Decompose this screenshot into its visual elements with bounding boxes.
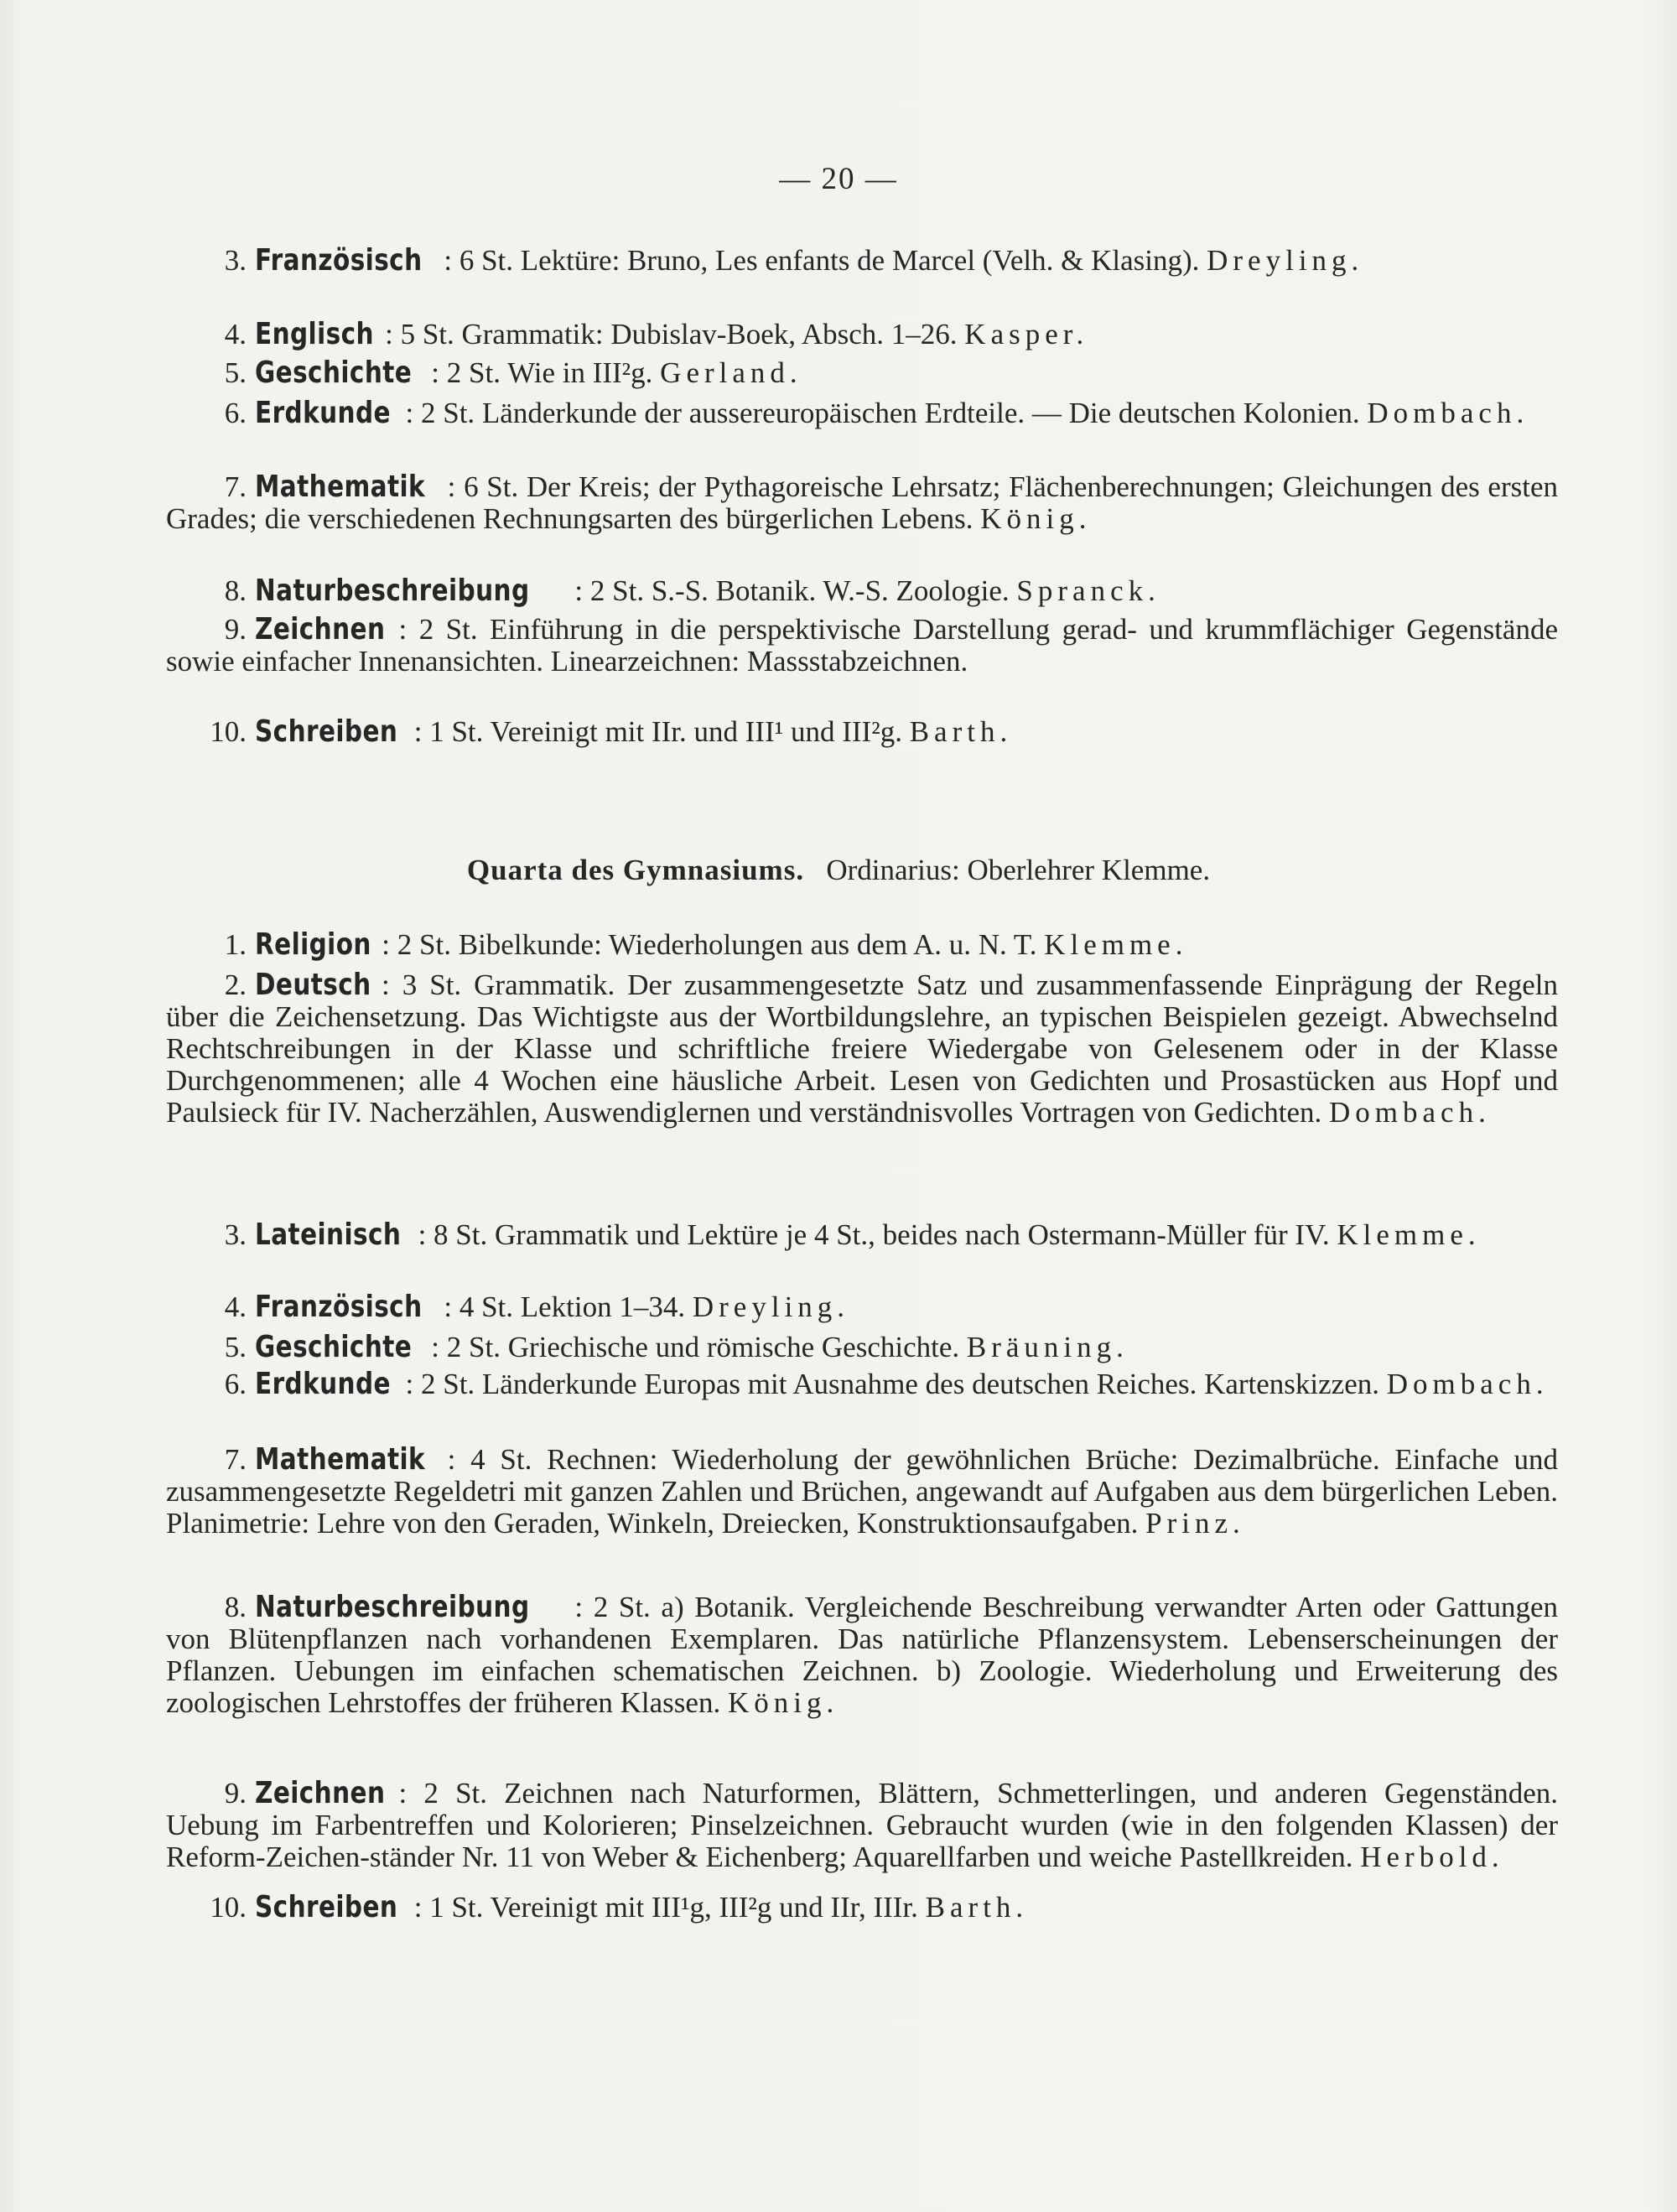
top-item [166,614,1558,678]
item-number: 4. [224,1290,247,1323]
top-item [166,575,1558,607]
item-teacher: Herbold. [1360,1841,1504,1873]
item-subject: Zeichnen [255,1776,386,1810]
item-text: 4 St. Rechnen: Wiederholung der gewöhnlichen Brüche: Dezimalbrüche. Einfache und zusammengesetzte Regeldetri mit ganzen Zahlen und Brüchen, angewandt auf Aufgaben aus dem bürgerlichen Leben. Planimetrie: Lehre von den Geraden, Winkeln, Dreiecken, Konstruktionsaufgaben. [166,1443,1558,1540]
item-teacher: König. [727,1686,839,1719]
item-subject: Lateinisch [255,1218,402,1252]
item-subject: Mathematik [255,470,426,504]
item-number: 5. [224,356,247,389]
item-teacher: Spranck. [1016,574,1160,607]
item-separator: : [413,1891,430,1924]
item-subject: Mathematik [255,1442,426,1477]
item-text: 3 St. Grammatik. Der zusammengesetzte Satz und zusammenfassende Einprägung der Regeln über die Zeichensetzung. Das Wichtigste aus der Wortbildungslehre, an typischen Beispielen gezeigt. Abwechselnd Rechtschreibungen in der Klasse und schriftliche freiere Wiedergabe von Gelesenem oder in der Klasse Durchgenommenen; alle 4 Wochen eine häusliche Arbeit. Lesen von Gedichten und Prosastücken aus Hopf und Paulsieck für IV. Nacherzählen, Auswendiglernen und verständnisvolles Vortragen von Gedichten. [166,968,1558,1129]
item-number: 7. [224,470,247,503]
item-number: 10. [210,715,247,748]
item-separator: : [405,397,421,429]
item-teacher: Dombach. [1367,397,1529,429]
item-number: 3. [224,244,247,277]
item-teacher: König. [980,502,1092,535]
item-number: 9. [224,613,247,646]
item-text: 2 St. Bibelkunde: Wiederholungen aus dem A. u. N. T. [397,928,1045,961]
top-item [166,471,1558,535]
quarta-item [166,969,1558,1129]
item-teacher: Gerland. [660,356,802,389]
item-number: 8. [224,574,247,607]
quarta-item [166,1332,1558,1363]
item-number: 6. [224,397,247,429]
item-separator: : [447,470,465,503]
item-separator: : [382,928,397,961]
item-separator: : [398,1777,424,1810]
item-separator: : [447,1443,471,1476]
item-teacher: Bräuning. [966,1331,1129,1363]
item-separator: : [418,1218,434,1251]
item-teacher: Klemme. [1044,928,1188,961]
item-subject: Französisch [255,1290,423,1324]
top-item [166,357,1558,389]
item-separator: : [574,574,590,607]
item-teacher: Kasper. [964,318,1089,350]
item-text: 1 St. Vereinigt mit III¹g, III²g und IIr, IIIr. [429,1891,926,1924]
item-subject: Zeichnen [255,612,386,646]
item-text: 2 St. Länderkunde der aussereuropäischen Erdteile. — Die deutschen Kolonien. [420,397,1368,429]
item-separator: : [574,1591,594,1623]
section-ordinarius: Ordinarius: Oberlehrer Klemme. [826,854,1211,886]
quarta-item [166,1291,1558,1323]
item-subject: Erdkunde [255,1367,391,1401]
item-separator: : [431,1331,447,1363]
item-text: 2 St. S.-S. Botanik. W.-S. Zoologie. [589,574,1017,607]
item-number: 9. [224,1777,247,1810]
item-separator: : [444,1290,459,1323]
item-number: 1. [224,928,247,961]
item-text: 1 St. Vereinigt mit IIr. und III¹ und III²g. [429,715,910,748]
item-teacher: Barth. [925,1891,1029,1924]
quarta-item [166,1219,1558,1251]
item-text: 6 St. Lektüre: Bruno, Les enfants de Marcel (Velh. & Klasing). [459,244,1207,277]
item-subject: Schreiben [255,1890,398,1924]
item-subject: Deutsch [255,968,371,1002]
item-subject: Religion [255,927,371,962]
item-separator: : [385,318,401,350]
item-teacher: Barth. [909,715,1013,748]
item-number: 8. [224,1591,247,1623]
item-subject: Erdkunde [255,396,391,430]
item-separator: : [398,613,419,646]
quarta-item [166,1591,1558,1719]
page-number: — 20 — [779,162,898,196]
top-item [166,245,1558,277]
quarta-item [166,1892,1558,1924]
item-text: 2 St. Zeichnen nach Naturformen, Blättern, Schmetterlingen, und anderen Gegenständen. Uebung im Farbentreffen und Kolorieren; Pinselzeichnen. Gebraucht wurden (wie in den folgenden Klassen) der Reform-Zeichen-ständer Nr. 11 von Weber & Eichenberg; Aquarellfarben und weiche Pastellkreiden. [166,1777,1558,1873]
item-text: 2 St. Griechische und römische Geschichte. [446,1331,967,1363]
item-number: 7. [224,1443,247,1476]
item-separator: : [382,968,402,1001]
item-subject: Naturbeschreibung [255,574,530,608]
item-number: 2. [224,968,247,1001]
item-teacher: Dreyling. [1207,244,1364,277]
item-text: 8 St. Grammatik und Lektüre je 4 St., beides nach Ostermann-Müller für IV. [434,1218,1337,1251]
quarta-item [166,1778,1558,1873]
item-number: 10. [210,1891,247,1924]
item-text: 4 St. Lektion 1–34. [459,1290,693,1323]
item-subject: Schreiben [255,714,398,749]
item-subject: Englisch [255,317,374,351]
item-text: 2 St. a) Botanik. Vergleichende Beschreibung verwandter Arten oder Gattungen von Blütenpflanzen nach vorhandenen Exemplaren. Das natürliche Pflanzensystem. Lebenserscheinungen der Pflanzen. Uebungen im einfachen schematischen Zeichnen. b) Zoologie. Wiederholung und Erweiterung des zoologischen Lehrstoffes der früheren Klassen. [166,1591,1558,1719]
item-teacher: Prinz. [1145,1507,1245,1540]
item-teacher: Dombach. [1386,1368,1549,1400]
item-subject: Französisch [255,243,423,278]
item-subject: Geschichte [255,356,413,390]
item-separator: : [413,715,430,748]
item-text: 6 St. Der Kreis; der Pythagoreische Lehrsatz; Flächenberechnungen; Gleichungen des ersten Grades; die verschiedenen Rechnungsarten des bürgerlichen Lebens. [166,470,1558,535]
item-teacher: Dreyling. [692,1290,850,1323]
item-text: 2 St. Einführung in die perspektivische Darstellung gerad- und krummflächiger Gegenstände sowie einfacher Innenansichten. Linearzeichnen: Massstabzeichnen. [166,613,1558,678]
top-item [166,716,1558,748]
item-teacher: Dombach. [1329,1096,1491,1129]
item-text: 2 St. Länderkunde Europas mit Ausnahme des deutschen Reiches. Kartenskizzen. [420,1368,1387,1400]
item-separator: : [405,1368,421,1400]
section-title: Quarta des Gymnasiums. [466,854,805,886]
item-number: 5. [224,1331,247,1363]
item-separator: : [444,244,459,277]
quarta-item [166,1368,1558,1400]
quarta-item [166,1444,1558,1540]
item-subject: Naturbeschreibung [255,1590,530,1624]
item-teacher: Klemme. [1337,1218,1481,1251]
item-separator: : [431,356,447,389]
item-number: 4. [224,318,247,350]
item-text: 5 St. Grammatik: Dubislav-Boek, Absch. 1–26. [400,318,965,350]
top-item [166,319,1558,350]
item-number: 3. [224,1218,247,1251]
quarta-item [166,929,1558,961]
item-subject: Geschichte [255,1330,413,1364]
section-heading [0,854,1677,887]
top-item [166,397,1558,429]
item-number: 6. [224,1368,247,1400]
item-text: 2 St. Wie in III²g. [446,356,661,389]
